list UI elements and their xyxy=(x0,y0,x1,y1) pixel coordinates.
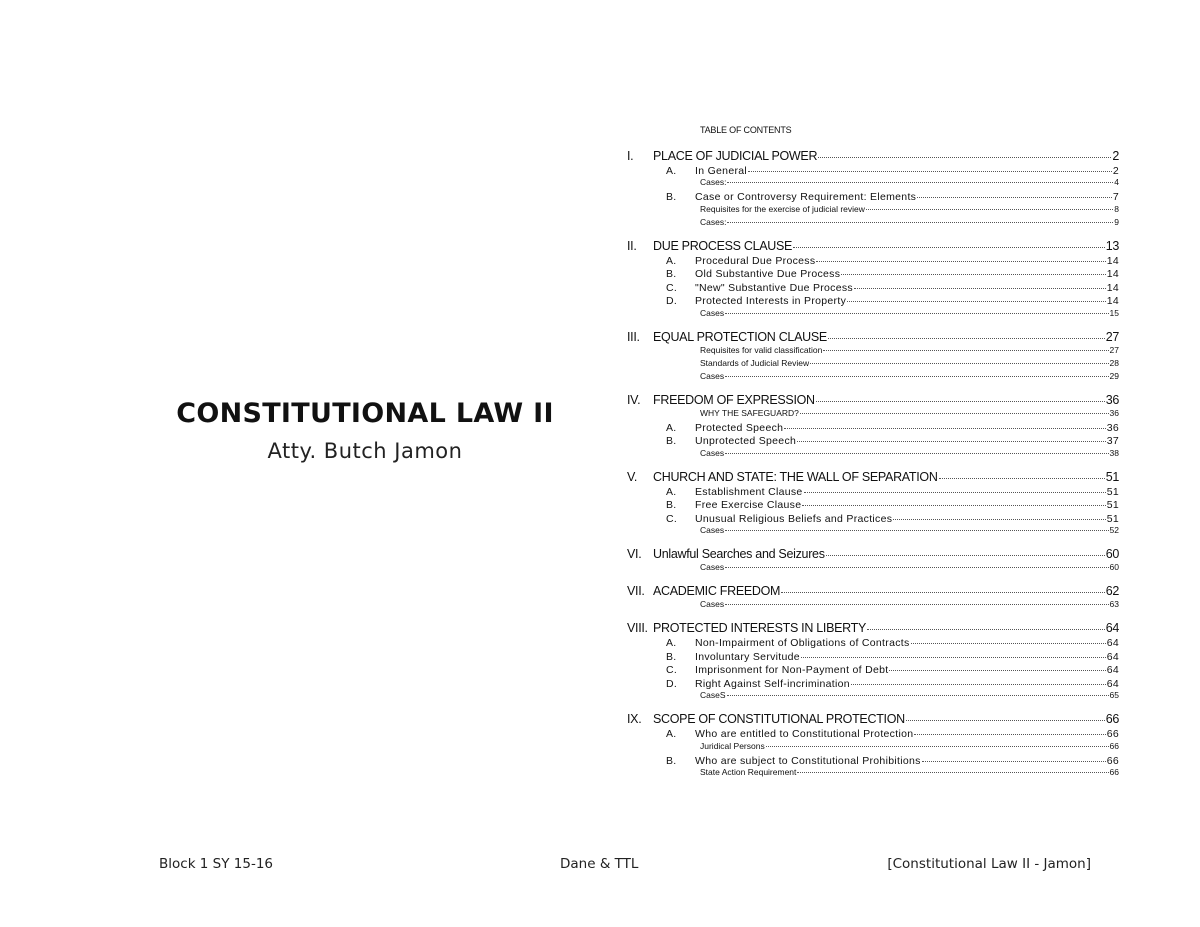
dot-leader xyxy=(851,673,1106,685)
dot-leader xyxy=(766,737,1109,747)
toc-entry-text: DUE PROCESS CLAUSE xyxy=(653,238,793,253)
toc-entry-text: Involuntary Servitude xyxy=(695,650,800,663)
toc-entry-number: C. xyxy=(666,664,678,676)
toc-entry-number: C. xyxy=(666,281,678,294)
toc-entry-text: SCOPE OF CONSTITUTIONAL PROTECTION xyxy=(653,712,905,726)
toc-entry-text: Unusual Religious Beliefs and Practices xyxy=(695,512,893,525)
toc-entry-number: II. xyxy=(627,238,637,253)
dot-leader xyxy=(816,250,1105,262)
page-footer xyxy=(159,856,1091,874)
toc-entry-text: CaseS xyxy=(700,690,726,700)
toc-entry-number: VIII. xyxy=(627,621,648,635)
toc-entry-number: I. xyxy=(627,148,634,163)
dot-leader xyxy=(725,304,1108,314)
toc-entry-text: Who are subject to Constitutional Prohibitions xyxy=(695,754,921,767)
toc-entry[interactable] xyxy=(627,561,1119,574)
toc-entry-text: Free Exercise Clause xyxy=(695,499,802,511)
toc-entry-number: A. xyxy=(666,254,677,267)
toc-entry-number: D. xyxy=(666,677,678,690)
dot-leader xyxy=(810,354,1108,364)
toc-entry-page: 36 xyxy=(1105,392,1119,407)
toc-entry-page: 66 xyxy=(1106,754,1119,767)
toc-entry-text: Requisites for valid classification xyxy=(700,344,823,355)
toc-entry-text: Cases xyxy=(700,370,725,381)
document-title: CONSTITUTIONAL LAW II xyxy=(176,398,554,429)
toc-entry-text: Cases: xyxy=(700,216,727,227)
toc-entry[interactable] xyxy=(627,306,1119,319)
dot-leader xyxy=(725,596,1108,606)
toc-section xyxy=(627,582,1119,611)
dot-leader xyxy=(922,750,1106,762)
toc-entry-text: Cases xyxy=(700,562,725,572)
toc-entry-text: Juridical Persons xyxy=(700,740,765,751)
toc-entry-number: A. xyxy=(666,728,677,740)
dot-leader xyxy=(847,291,1106,303)
toc-entry-number: B. xyxy=(666,435,677,447)
toc-entry-text: State Action Requirement xyxy=(700,767,797,777)
toc-entry[interactable] xyxy=(627,446,1119,459)
dot-leader xyxy=(725,559,1108,569)
toc-entry-number: A. xyxy=(666,421,677,434)
toc-entry-page: 64 xyxy=(1105,621,1119,635)
toc-entry-number: B. xyxy=(666,268,677,280)
toc-entry-number: VI. xyxy=(627,547,642,561)
toc-entry-page: 8 xyxy=(1114,203,1119,214)
toc-entry[interactable] xyxy=(627,598,1119,611)
dot-leader xyxy=(784,417,1105,429)
toc-section xyxy=(627,236,1119,319)
toc-heading: TABLE OF CONTENTS xyxy=(700,125,792,135)
dot-leader xyxy=(781,580,1105,594)
toc-entry-text: FREEDOM OF EXPRESSION xyxy=(653,392,815,407)
toc-entry-number: B. xyxy=(666,754,677,767)
toc-entry-number: A. xyxy=(666,637,677,649)
toc-entry-text: Protected Interests in Property xyxy=(695,295,847,307)
dot-leader xyxy=(911,633,1106,645)
toc-entry-text: EQUAL PROTECTION CLAUSE xyxy=(653,329,827,344)
toc-entry-text: Establishment Clause xyxy=(695,485,803,498)
toc-entry-text: Non-Impairment of Obligations of Contracts xyxy=(695,637,910,649)
toc-entry-text: Unprotected Speech xyxy=(695,435,797,447)
toc-entry-page: 63 xyxy=(1109,599,1119,609)
toc-entry-text: In General xyxy=(695,164,748,177)
toc-entry-text: Unlawful Searches and Seizures xyxy=(653,547,825,561)
toc-entry[interactable] xyxy=(627,369,1119,382)
dot-leader xyxy=(889,660,1105,672)
toc-entry-page: 66 xyxy=(1109,767,1119,777)
toc-entry-page: 7 xyxy=(1112,191,1119,203)
toc-entry-page: 14 xyxy=(1106,295,1119,307)
toc-entry[interactable] xyxy=(627,766,1119,779)
toc-entry-text: Protected Speech xyxy=(695,421,784,434)
toc-entry-page: 64 xyxy=(1106,677,1119,690)
dot-leader xyxy=(725,444,1108,454)
toc-entry-text: Imprisonment for Non-Payment of Debt xyxy=(695,664,889,676)
footer-center: Dane & TTL xyxy=(560,856,639,872)
toc-sections xyxy=(627,146,1119,779)
toc-entry-page: 65 xyxy=(1109,690,1119,700)
toc-entry-text: Procedural Due Process xyxy=(695,254,816,267)
toc-entry-text: Who are entitled to Constitutional Protection xyxy=(695,728,914,740)
dot-leader xyxy=(801,646,1106,658)
toc-entry-text: Standards of Judicial Review xyxy=(700,357,810,368)
dot-leader xyxy=(854,277,1106,289)
dot-leader xyxy=(797,431,1106,443)
toc-entry-page: 51 xyxy=(1106,499,1119,511)
dot-leader xyxy=(725,522,1108,532)
toc-entry-text: Cases xyxy=(700,447,725,458)
toc-entry-text: PROTECTED INTERESTS IN LIBERTY xyxy=(653,621,867,635)
toc-entry-page: 27 xyxy=(1109,344,1119,355)
toc-entry-page: 52 xyxy=(1109,525,1119,535)
toc-entry-page: 2 xyxy=(1112,148,1119,163)
document-author: Atty. Butch Jamon xyxy=(267,439,463,463)
toc-entry-page: 2 xyxy=(1112,164,1119,177)
toc-entry-text: "New" Substantive Due Process xyxy=(695,281,853,294)
toc-section xyxy=(627,710,1119,779)
toc-entry-text: Old Substantive Due Process xyxy=(695,268,841,280)
toc-entry-number: III. xyxy=(627,329,640,344)
dot-leader xyxy=(725,367,1108,377)
toc-entry-number: C. xyxy=(666,512,678,525)
dot-leader xyxy=(797,764,1108,774)
toc-entry-number: B. xyxy=(666,650,677,663)
toc-entry-page: 28 xyxy=(1109,357,1119,368)
toc-entry-page: 13 xyxy=(1105,238,1119,253)
toc-section xyxy=(627,619,1119,702)
toc-entry[interactable] xyxy=(627,215,1119,228)
footer-left: Block 1 SY 15-16 xyxy=(159,856,274,872)
toc-entry-text: ACADEMIC FREEDOM xyxy=(653,584,781,598)
dot-leader xyxy=(793,234,1105,248)
toc-entry-text: Requisites for the exercise of judicial review xyxy=(700,203,865,214)
toc-entry-page: 60 xyxy=(1105,547,1119,561)
dot-leader xyxy=(802,495,1105,507)
footer-right: [Constitutional Law II - Jamon] xyxy=(887,856,1091,872)
toc-entry-page: 51 xyxy=(1105,469,1119,484)
toc-entry-page: 38 xyxy=(1109,447,1119,458)
dot-leader xyxy=(800,404,1109,414)
toc-section xyxy=(627,327,1119,382)
toc-entry-page: 15 xyxy=(1109,307,1119,318)
toc-entry-page: 37 xyxy=(1106,435,1119,447)
toc-entry-number: A. xyxy=(666,164,677,177)
toc-entry-page: 51 xyxy=(1106,512,1119,525)
toc-section xyxy=(627,390,1119,459)
toc-section xyxy=(627,146,1119,228)
toc-entry-page: 9 xyxy=(1114,216,1119,227)
toc-entry-number: IX. xyxy=(627,712,642,726)
dot-leader xyxy=(727,213,1113,223)
dot-leader xyxy=(828,325,1105,339)
toc-entry-text: Case or Controversy Requirement: Elements xyxy=(695,191,917,203)
dot-leader xyxy=(939,465,1105,479)
dot-leader xyxy=(748,160,1112,172)
toc-entry-number: IV. xyxy=(627,392,641,407)
dot-leader xyxy=(906,708,1105,722)
toc-entry-page: 64 xyxy=(1106,650,1119,663)
dot-leader xyxy=(816,388,1105,402)
toc-entry-page: 62 xyxy=(1105,584,1119,598)
toc-entry-number: A. xyxy=(666,485,677,498)
toc-entry-page: 64 xyxy=(1106,637,1119,649)
dot-leader xyxy=(818,144,1111,158)
title-block xyxy=(150,398,580,463)
toc-entry-page: 66 xyxy=(1105,712,1119,726)
toc-entry-text: Cases: xyxy=(700,177,727,187)
toc-section xyxy=(627,467,1119,537)
toc-entry-page: 36 xyxy=(1109,407,1119,418)
toc-entry-page: 14 xyxy=(1106,281,1119,294)
dot-leader xyxy=(727,174,1113,184)
toc-entry-number: D. xyxy=(666,295,678,307)
toc-entry-text: Cases xyxy=(700,525,725,535)
dot-leader xyxy=(893,508,1105,520)
toc-entry-number: VII. xyxy=(627,584,645,598)
toc-entry-page: 29 xyxy=(1109,370,1119,381)
toc-entry-text: CHURCH AND STATE: THE WALL OF SEPARATION xyxy=(653,469,938,484)
toc-entry-number: B. xyxy=(666,191,677,203)
dot-leader xyxy=(804,481,1106,493)
dot-leader xyxy=(823,341,1108,351)
toc-entry-page: 64 xyxy=(1106,664,1119,676)
toc-entry-text: Cases xyxy=(700,307,725,318)
toc-entry-page: 66 xyxy=(1109,740,1119,751)
toc-entry-page: 60 xyxy=(1109,562,1119,572)
toc-entry-page: 27 xyxy=(1105,329,1119,344)
toc-entry-number: V. xyxy=(627,469,638,484)
toc-entry-text: WHY THE SAFEGUARD? xyxy=(700,407,799,418)
table-of-contents xyxy=(627,124,1119,787)
toc-entry-text: Right Against Self-incrimination xyxy=(695,677,850,690)
toc-entry-page: 51 xyxy=(1106,485,1119,498)
toc-entry-text: Cases xyxy=(700,599,725,609)
toc-entry[interactable] xyxy=(627,524,1119,537)
toc-entry-page: 36 xyxy=(1106,421,1119,434)
toc-section xyxy=(627,545,1119,574)
toc-entry-page: 66 xyxy=(1106,728,1119,740)
toc-entry-number: B. xyxy=(666,499,677,511)
toc-entry-page: 14 xyxy=(1106,268,1119,280)
toc-entry-page: 14 xyxy=(1106,254,1119,267)
toc-entry-page: 4 xyxy=(1114,177,1119,187)
toc-entry-text: PLACE OF JUDICIAL POWER xyxy=(653,148,818,163)
dot-leader xyxy=(866,200,1113,210)
dot-leader xyxy=(826,543,1105,557)
dot-leader xyxy=(867,617,1105,631)
dot-leader xyxy=(727,687,1109,697)
dot-leader xyxy=(917,187,1112,199)
dot-leader xyxy=(914,724,1105,736)
toc-entry[interactable] xyxy=(627,689,1119,702)
dot-leader xyxy=(841,264,1105,276)
